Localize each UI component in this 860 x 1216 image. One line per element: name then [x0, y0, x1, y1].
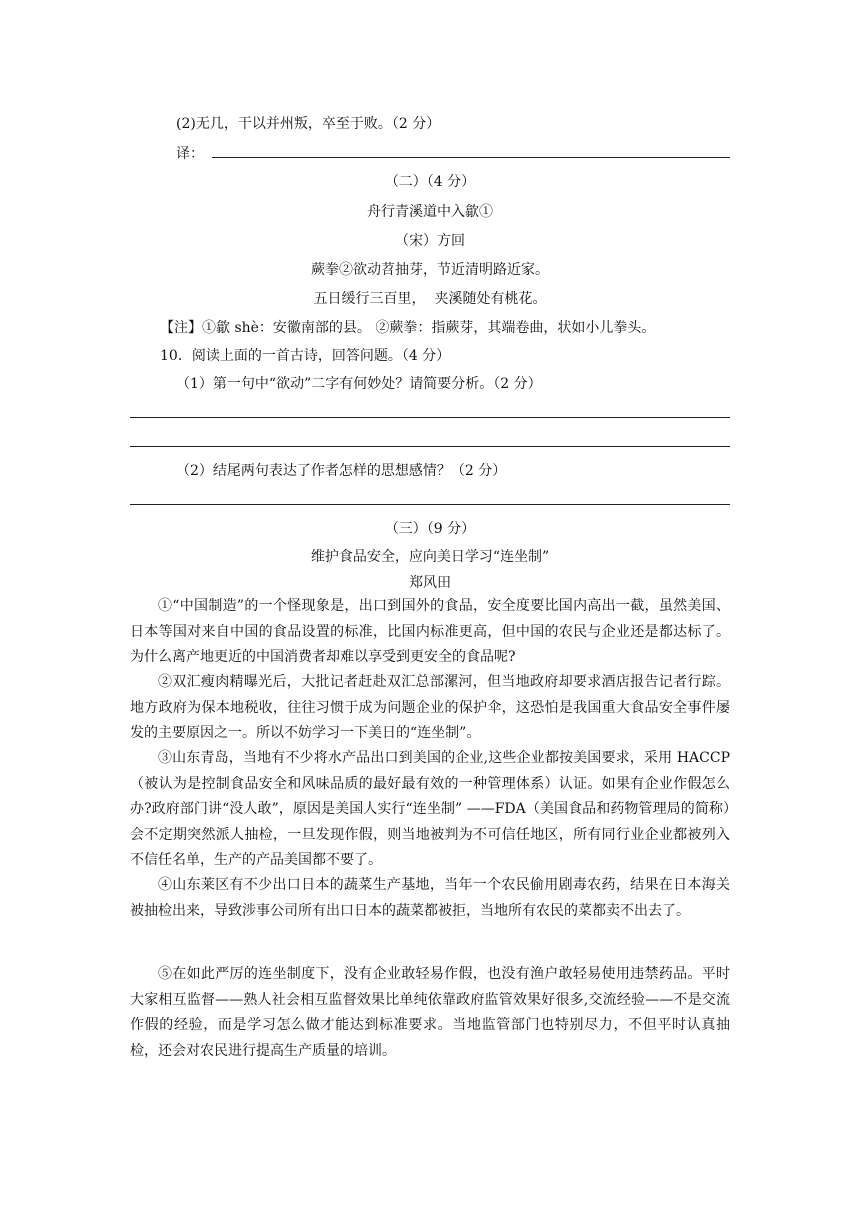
poem-title: 舟行青溪道中入歙①: [367, 204, 493, 220]
section-3-heading: （三）（9 分）: [384, 521, 476, 537]
translation-answer-line: [212, 157, 730, 158]
translate-label: 译：: [176, 146, 204, 162]
article-paragraph-3: ③山东青岛，当地有不少将水产品出口到美国的企业,这些企业都按美国要求，采用 HACCP（被认为是控制食品安全和风味品质的最好最有效的一种管理体系）认证。如果有企业作假怎么办?政府部门讲“没人敢”，原因是美国人实行“连坐制” ——FDA（美国食品和药物管理局的简称）会不定期突然派人抽检，一旦发现作假，则当地被判为不可信任地区，所有同行业企业都被列入不信任名单，生产的产品美国都不要了。: [130, 750, 730, 868]
article-paragraph-5: ⑤在如此严厉的连坐制度下，没有企业敢轻易作假，也没有渔户敢轻易使用违禁药品。平时大家相互监督——熟人社会相互监督效果比单纯依靠政府监管效果好很多,交流经验——不是交流作假的经验，而是学习怎么做才能达到标准要求。当地监管部门也特别尽力，不但平时认真抽检，还会对农民进行提高生产质量的培训。: [130, 966, 730, 1059]
poem-line-1: 蕨拳②欲动苕抽芽，节近清明路近家。: [311, 262, 549, 278]
answer-line-3: [130, 504, 730, 505]
poem-line-2: 五日缓行三百里， 夹溪随处有桃花。: [313, 291, 547, 307]
answer-line-1: [130, 417, 730, 418]
article-title: 维护食品安全，应向美日学习“连坐制”: [310, 549, 550, 565]
question-10-part-2: （2）结尾两句表达了作者怎样的思想感情？（2 分）: [176, 463, 507, 479]
question-2-text: (2)无几，干以并州叛，卒至于败。（2 分）: [176, 116, 441, 132]
question-10-part-1: （1）第一句中“欲动”二字有何妙处？请简要分析。（2 分）: [176, 376, 542, 392]
poem-author: （宋）方回: [395, 233, 465, 249]
article-author: 郑风田: [409, 575, 451, 591]
article-paragraph-2: ②双汇瘦肉精曝光后，大批记者赶赴双汇总部漯河，但当地政府却要求酒店报告记者行踪。地方政府为保本地税收，往往习惯于成为问题企业的保护伞，这恐怕是我国重大食品安全事件屡发的主要原因之一。所以不妨学习一下美日的“连坐制”。: [130, 674, 730, 741]
poem-note: 【注】①歙 shè：安徽南部的县。 ②蕨拳：指蕨芽，其端卷曲，状如小儿拳头。: [160, 320, 656, 336]
section-2-heading: （二）（4 分）: [384, 174, 476, 190]
answer-line-2: [130, 446, 730, 447]
article-paragraph-4: ④山东莱区有不少出口日本的蔬菜生产基地，当年一个农民偷用剧毒农药，结果在日本海关被抽检出来，导致涉事公司所有出口日本的蔬菜都被拒，当地所有农民的菜都卖不出去了。: [130, 877, 730, 919]
article-paragraph-1: ①“中国制造”的一个怪现象是，出口到国外的食品，安全度要比国内高出一截，虽然美国、日本等国对来自中国的食品设置的标准，比国内标准更高，但中国的农民与企业还是都达标了。为什么离产地更近的中国消费者却难以享受到更安全的食品呢?: [130, 598, 730, 665]
question-10: 10．阅读上面的一首古诗，回答问题。（4 分）: [160, 348, 451, 364]
